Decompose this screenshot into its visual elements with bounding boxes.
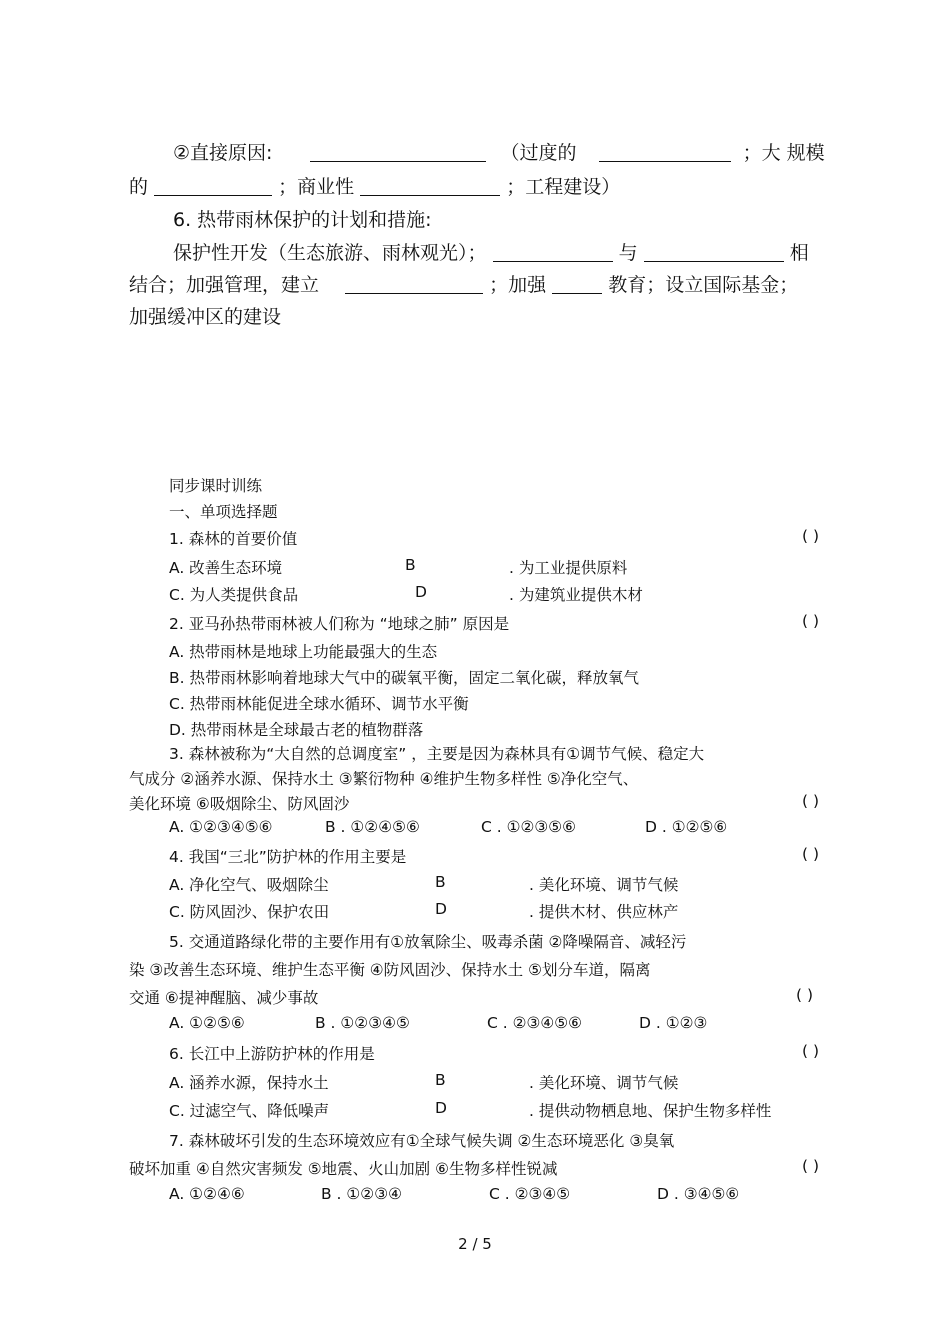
question-7-line2 — [129, 1157, 819, 1179]
option-a: A. ①②⑤⑥ — [169, 1014, 245, 1032]
option-d: D . ①②③ — [639, 1014, 708, 1032]
section-heading: 一、单项选择题 — [169, 503, 278, 521]
question-5-line2: 染 ③改善生态环境、维护生态平衡 ④防风固沙、保持水土 ⑤划分车道，隔离 — [129, 961, 651, 979]
text: ；加强 — [489, 274, 547, 296]
page-number: 2 / 5 — [458, 1235, 492, 1253]
text: 相 — [789, 242, 809, 264]
training-title: 同步课时训练 — [169, 477, 263, 495]
text: 6. 热带雨林保护的计划和措施: — [173, 209, 432, 231]
option-d: D. 热带雨林是全球最古老的植物群落 — [169, 721, 424, 739]
answer-bracket: ( ) — [801, 1042, 819, 1060]
line-manage — [129, 270, 819, 297]
option-a: A. 热带雨林是地球上功能最强大的生态 — [169, 643, 438, 661]
text: 的 — [129, 176, 149, 198]
option-d-letter: D — [435, 1099, 447, 1117]
question-stem: 美化环境 ⑥吸烟除尘、防风固沙 — [129, 795, 350, 813]
question-stem: 2. 亚马孙热带雨林被人们称为 “地球之肺” 原因是 — [169, 615, 510, 633]
text: 结合；加强管理，建立 — [129, 274, 320, 296]
text: （过度的 — [500, 142, 577, 164]
option-b-letter: B — [435, 873, 446, 891]
option-b-letter: B — [405, 556, 416, 574]
blank — [644, 241, 784, 262]
answer-bracket: ( ) — [801, 845, 819, 863]
option-c: C. 防风固沙、保护农田 — [169, 903, 330, 921]
text: 加强缓冲区的建设 — [129, 306, 282, 328]
option-c: C. 过滤空气、降低噪声 — [169, 1102, 330, 1120]
option-c: C . ②③④⑤⑥ — [487, 1014, 583, 1032]
blank — [345, 273, 483, 294]
option-a: A. 净化空气、吸烟除尘 — [169, 876, 329, 894]
question-stem: 破坏加重 ④自然灾害频发 ⑤地震、火山加剧 ⑥生物多样性锐减 — [129, 1160, 558, 1178]
blank — [310, 141, 486, 162]
option-c: C. 为人类提供食品 — [169, 586, 299, 604]
option-b-text: . 美化环境、调节气候 — [529, 876, 679, 894]
blank — [154, 175, 272, 196]
option-a: A. 改善生态环境 — [169, 559, 283, 577]
question-stem: 交通 ⑥提神醒脑、减少事故 — [129, 989, 319, 1007]
option-c: C . ②③④⑤ — [489, 1185, 571, 1203]
question-5-line3 — [129, 986, 819, 1008]
line-direct-cause — [129, 138, 825, 165]
answer-bracket: ( ) — [795, 986, 813, 1004]
question-2 — [129, 612, 819, 634]
text: ②直接原因: — [173, 142, 273, 164]
text: ；大 规模 — [742, 142, 825, 164]
question-stem: 1. 森林的首要价值 — [169, 530, 298, 548]
answer-bracket: ( ) — [801, 1157, 819, 1175]
question-4 — [129, 845, 819, 867]
blank — [599, 141, 731, 162]
option-b: B. 热带雨林影响着地球大气中的碳氧平衡，固定二氧化碳，释放氧气 — [169, 669, 639, 687]
option-d-text: . 为建筑业提供木材 — [509, 586, 643, 604]
option-b-text: . 为工业提供原料 — [509, 559, 628, 577]
option-b: B . ①②④⑤⑥ — [325, 818, 420, 836]
option-a: A. ①②④⑥ — [169, 1185, 245, 1203]
heading-6 — [129, 205, 819, 232]
option-d-letter: D — [415, 583, 427, 601]
blank — [552, 273, 602, 294]
text: 教育；设立国际基金； — [608, 274, 799, 296]
question-3-line3 — [129, 792, 819, 814]
question-stem: 6. 长江中上游防护林的作用是 — [169, 1045, 375, 1063]
option-a: A. 涵养水源，保持水土 — [169, 1074, 329, 1092]
blank — [493, 241, 613, 262]
text: 与 — [618, 242, 638, 264]
option-d-text: . 提供动物栖息地、保护生物多样性 — [529, 1102, 772, 1120]
option-c: C. 热带雨林能促进全球水循环、调节水平衡 — [169, 695, 469, 713]
option-b-text: . 美化环境、调节气候 — [529, 1074, 679, 1092]
option-d-letter: D — [435, 900, 447, 918]
answer-bracket: ( ) — [801, 612, 819, 630]
option-b-letter: B — [435, 1071, 446, 1089]
option-b: B . ①②③④ — [321, 1185, 402, 1203]
option-d: D . ③④⑤⑥ — [657, 1185, 740, 1203]
option-d-text: . 提供木材、供应林产 — [529, 903, 679, 921]
question-7-line1: 7. 森林破坏引发的生态环境效应有①全球气候失调 ②生态环境恶化 ③臭氧 — [169, 1132, 675, 1150]
blank — [360, 175, 500, 196]
question-3-line2: 气成分 ②涵养水源、保持水土 ③繁衍物种 ④维护生物多样性 ⑤净化空气、 — [129, 770, 639, 788]
question-3-line1: 3. 森林被称为“大自然的总调度室” ，主要是因为森林具有①调节气候、稳定大 — [169, 745, 705, 763]
question-stem: 4. 我国“三北”防护林的作用主要是 — [169, 848, 407, 866]
option-b: B . ①②③④⑤ — [315, 1014, 410, 1032]
text: ；工程建设） — [506, 176, 621, 198]
line-buffer — [129, 302, 819, 329]
text: 保护性开发（生态旅游、雨林观光）； — [173, 242, 487, 264]
option-a: A. ①②③④⑤⑥ — [169, 818, 273, 836]
option-c: C . ①②③⑤⑥ — [481, 818, 577, 836]
option-d: D . ①②⑤⑥ — [645, 818, 728, 836]
question-1 — [129, 527, 819, 549]
question-5-line1: 5. 交通道路绿化带的主要作用有①放氧除尘、吸毒杀菌 ②降噪隔音、减轻污 — [169, 933, 687, 951]
question-6 — [129, 1042, 819, 1064]
line-scale — [129, 172, 819, 199]
answer-bracket: ( ) — [801, 792, 819, 810]
answer-bracket: ( ) — [801, 527, 819, 545]
line-protect-dev — [129, 238, 819, 265]
text: ；商业性 — [278, 176, 355, 198]
